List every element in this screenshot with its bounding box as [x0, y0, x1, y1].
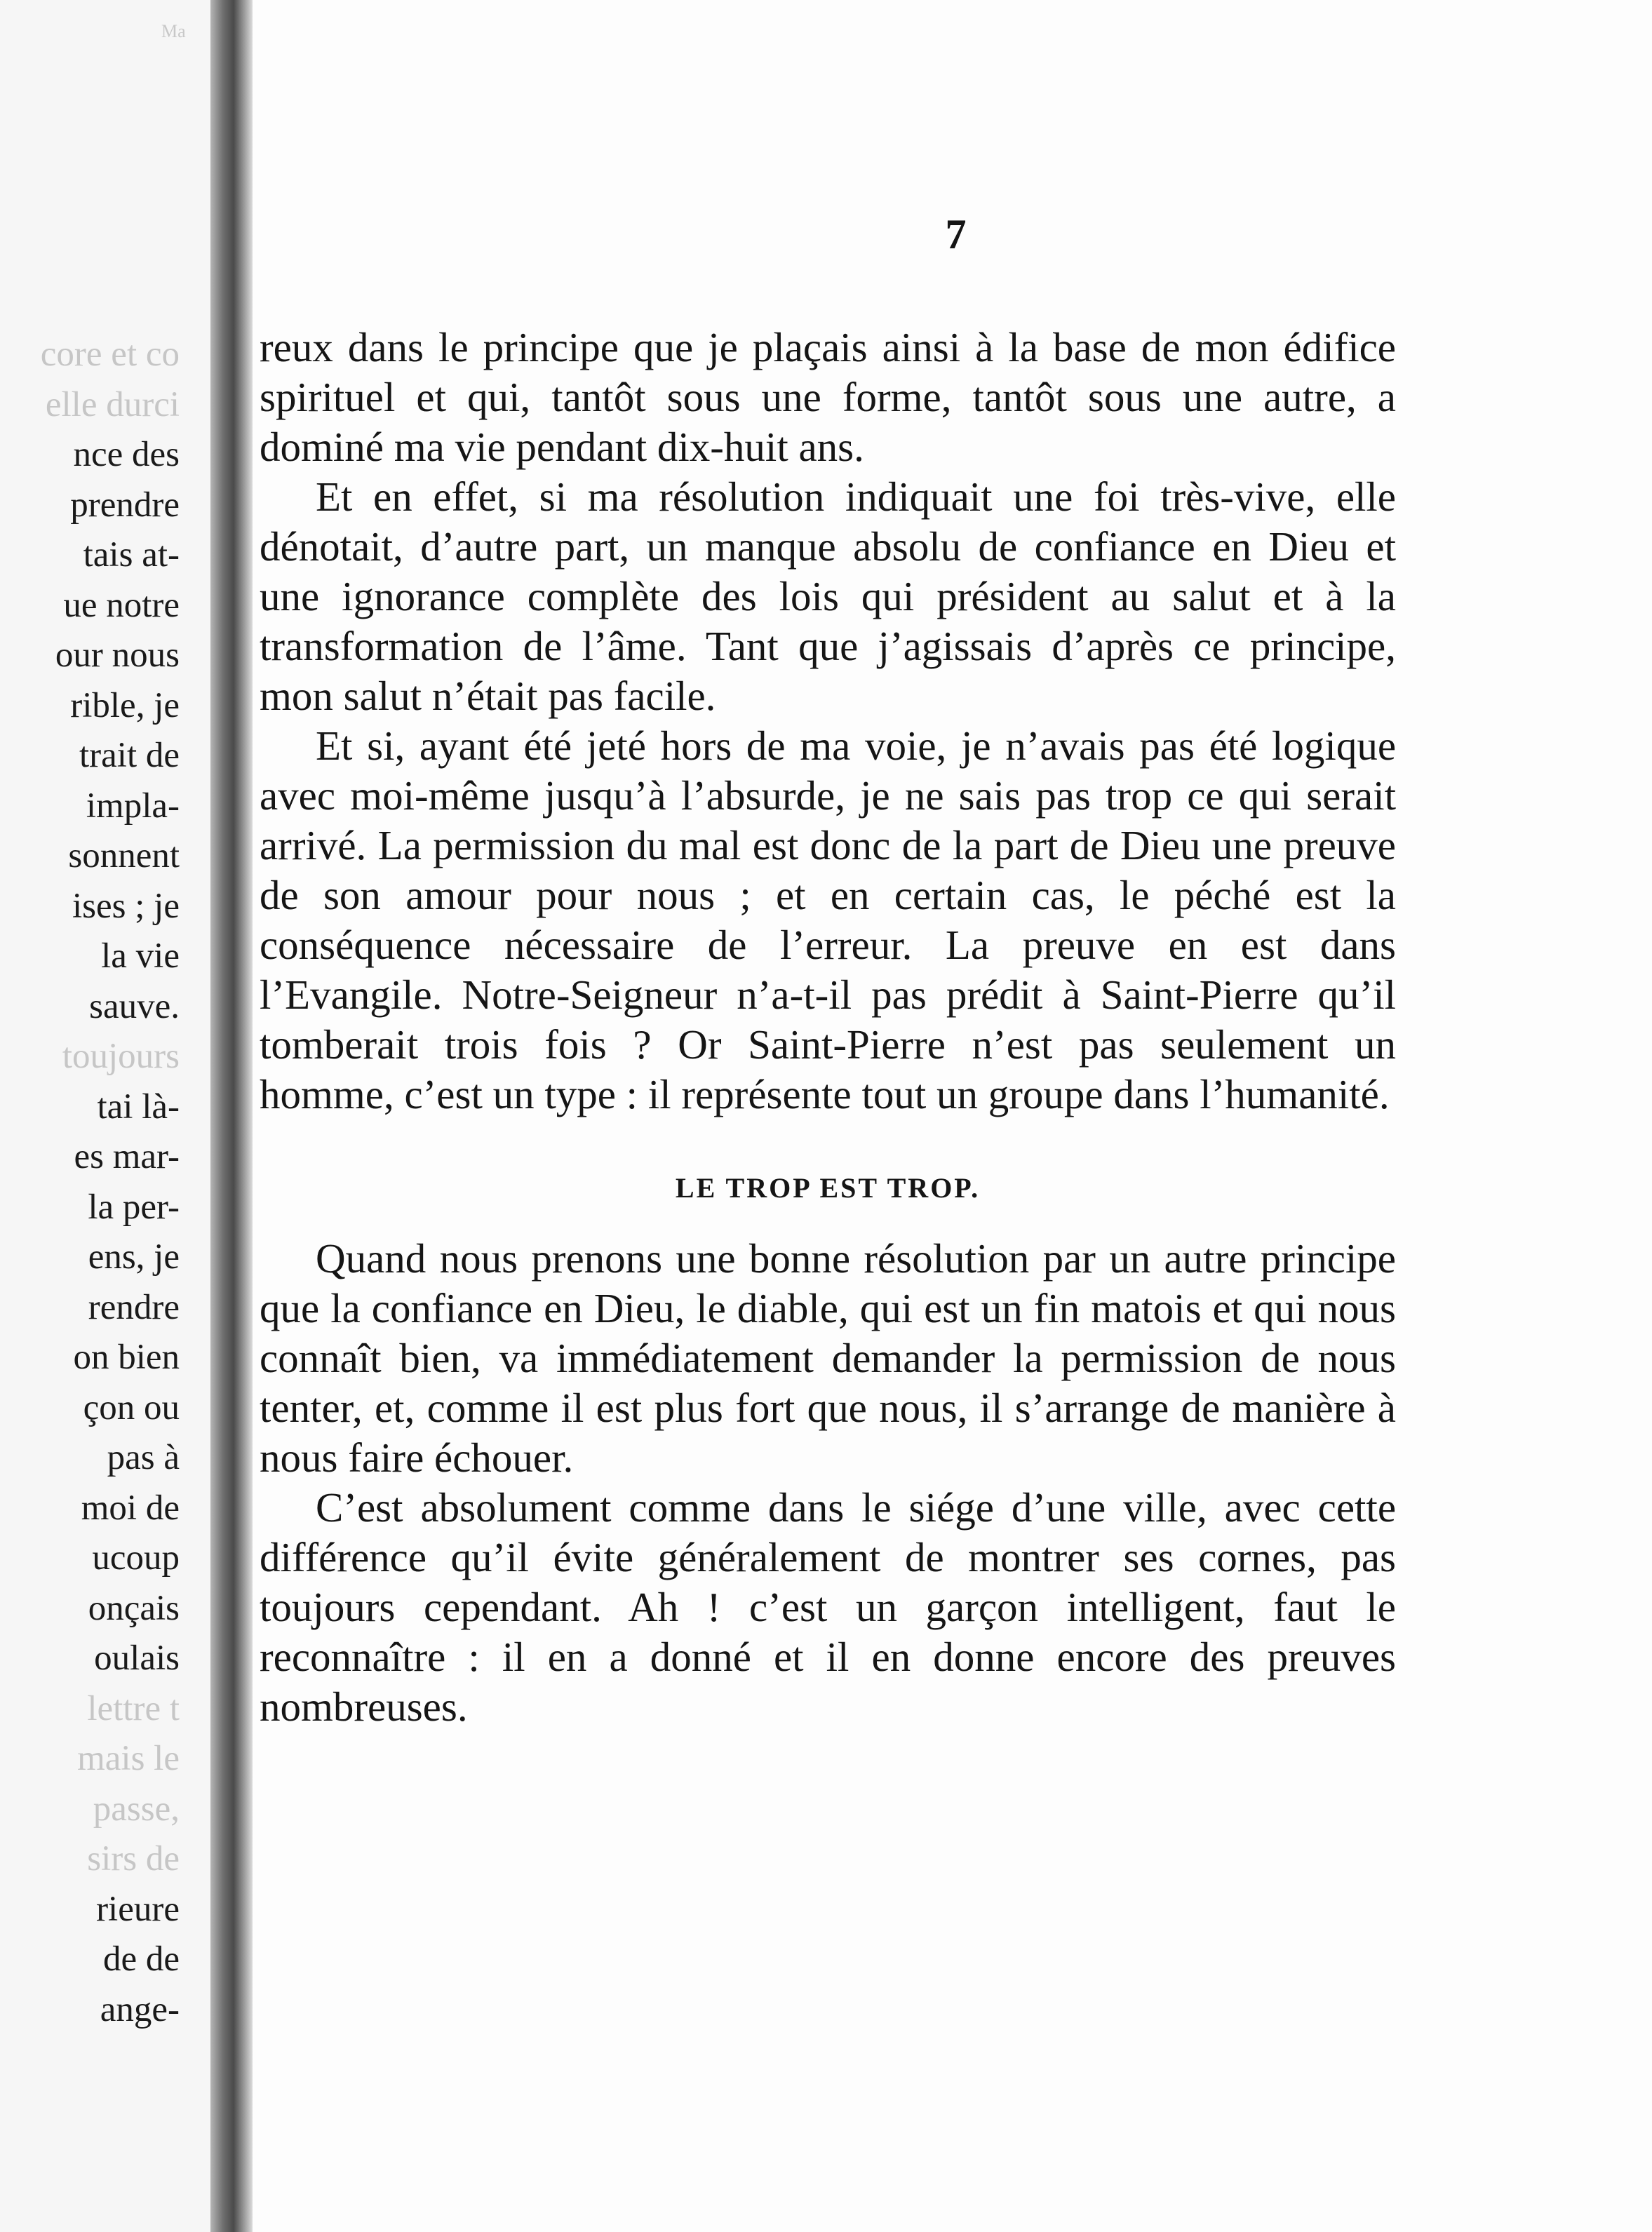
left-page-ghost-text: Ma — [161, 21, 186, 41]
left-page-line: elle durci — [45, 384, 180, 424]
page-body — [260, 323, 1396, 1732]
paragraph: C’est absolument comme dans le siége d’une ville, avec cette différence qu’il évite généralement de montrer ses cornes, pas toujours cependant. Ah ! c’est un garçon intelligent, faut le reconnaître : il en a donné et il en donne encore des preuves nombreuses. — [260, 1484, 1396, 1730]
paragraph: Et en effet, si ma résolution indiquait une foi très-vive, elle dénotait, d’autre part, un manque absolu de confiance en Dieu et une ignorance complète des lois qui président au salut et à la transformation de l’âme. Tant que j’agissais d’après ce principe, mon salut n’était pas facile. — [260, 473, 1396, 719]
left-page-line: rieure — [96, 1889, 180, 1929]
left-page-line: moi de — [81, 1488, 180, 1528]
left-page-line: prendre — [70, 485, 180, 525]
left-page-line: çon ou — [83, 1387, 180, 1427]
left-page-line: oulais — [94, 1639, 180, 1678]
left-page-line: sirs de — [87, 1839, 180, 1878]
left-page-line: tais at- — [83, 535, 180, 574]
page-number: 7 — [945, 211, 967, 257]
section-heading: LE TROP EST TROP. — [675, 1172, 981, 1204]
left-page-line: tai là- — [97, 1087, 180, 1127]
left-page-line: ange- — [100, 1989, 180, 2029]
right-page — [253, 0, 1652, 2232]
left-page-margin — [0, 0, 210, 2232]
left-page-line: rible, je — [70, 685, 180, 725]
left-page-line: pas à — [107, 1438, 180, 1477]
left-page-line: la vie — [101, 936, 180, 976]
left-page-line: ises ; je — [72, 886, 180, 926]
left-page-line: sauve. — [89, 986, 180, 1026]
left-page-line: on bien — [73, 1338, 180, 1377]
left-page-line: our nous — [55, 636, 180, 675]
paragraph: Quand nous prenons une bonne résolution par un autre principe que la confiance en Dieu, le diable, qui est un fin matois et qui nous connaît bien, va immédiatement demander la permission de nous tenter, et, comme il est plus fort que nous, il s’arrange de manière à nous faire échouer. — [260, 1235, 1396, 1481]
left-page-line: rendre — [88, 1287, 180, 1327]
left-page-line: onçais — [88, 1588, 180, 1628]
left-page-line: es mar- — [74, 1137, 180, 1176]
left-page-line: mais le — [77, 1739, 180, 1778]
left-page-line: impla- — [86, 786, 180, 826]
paragraph: reux dans le principe que je plaçais ainsi à la base de mon édifice spirituel et qui, tantôt sous une forme, tantôt sous une autre, a dominé ma vie pendant dix-huit ans. — [260, 324, 1396, 470]
left-page-line: ens, je — [88, 1237, 180, 1277]
paragraph: Et si, ayant été jeté hors de ma voie, je n’avais pas été logique avec moi-même jusqu’à l’absurde, je ne sais pas trop ce qui serait arrivé. La permission du mal est donc de la part de Dieu une preuve de son amour pour nous ; et en certain cas, le péché est la conséquence nécessaire de l’erreur. La preuve en est dans l’Evangile. Notre-Seigneur n’a-t-il pas prédit à Saint-Pierre qu’il tomberait trois fois ? Or Saint-Pierre n’est pas seulement un homme, c’est un type : il représente tout un groupe dans l’humanité. — [260, 722, 1396, 1117]
left-page-line: la per- — [88, 1187, 180, 1227]
left-page-line: lettre t — [87, 1688, 180, 1728]
left-page-line: de de — [102, 1939, 180, 1979]
left-page-line: ue notre — [63, 585, 180, 625]
left-page-line: nce des — [73, 435, 180, 474]
left-page-line: core et co — [40, 335, 180, 374]
left-page-line: ucoup — [92, 1538, 180, 1578]
left-page-line: trait de — [79, 736, 180, 775]
left-page-line: passe, — [93, 1789, 180, 1829]
book-gutter — [210, 0, 253, 2232]
left-page-line: toujours — [62, 1037, 180, 1076]
left-page-text-fragments — [0, 330, 180, 2035]
left-page-line: sonnent — [68, 836, 180, 875]
